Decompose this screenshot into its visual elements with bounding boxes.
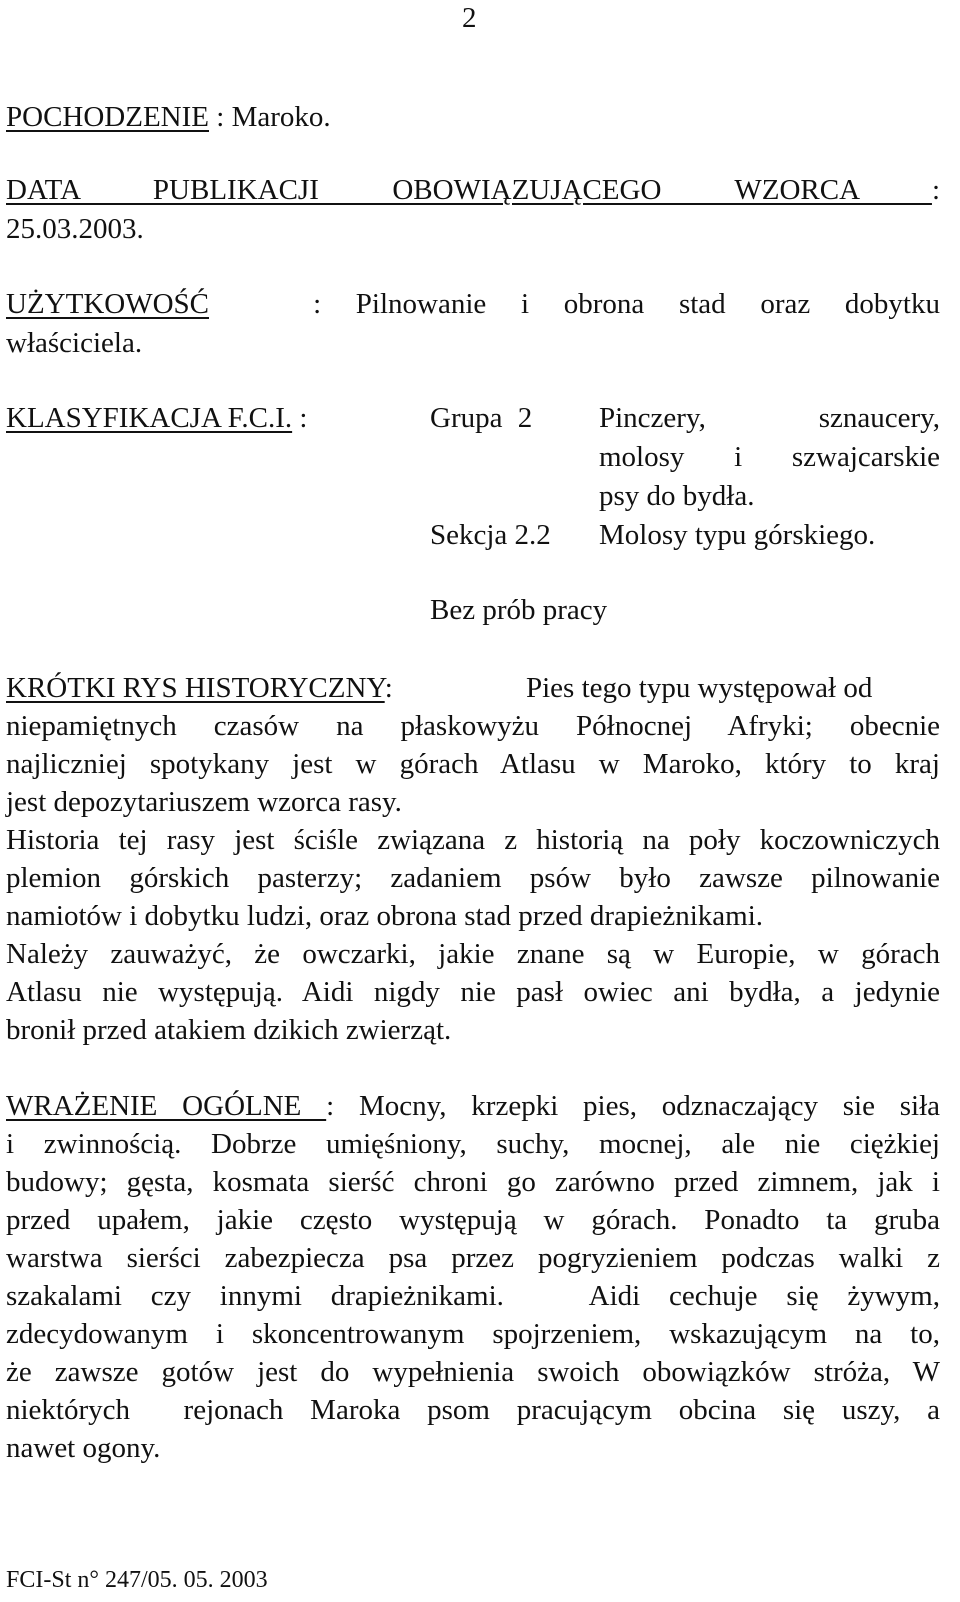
origin-value: Maroko. [231, 101, 331, 133]
impression-line-1 [6, 1092, 940, 1121]
impression-line-2: i zwinnością. Dobrze umięśniony, suchy, mocnej, ale nie ciężkiej [6, 1128, 940, 1160]
utility-value-line2: właściciela. [6, 327, 143, 359]
group-label: Grupa 2 [430, 402, 533, 434]
group-line3: psy do bydła. [599, 480, 755, 512]
group-line2: molosy i szwajcarskie [599, 441, 940, 473]
footer-standard-number: FCI-St n° 247/05. 05. 2003 [6, 1567, 268, 1593]
group-line1-a: Pinczery, [599, 402, 706, 434]
history-line-9: Atlasu nie występują. Aidi nigdy nie pasł owiec ani bydła, a jedynie [6, 976, 940, 1008]
impression-line-4: przed upałem, jakie często występują w górach. Ponadto ta gruba [6, 1204, 940, 1236]
history-line-3: najliczniej spotykany jest w górach Atlasu w Maroko, który to kraj [6, 748, 940, 780]
impression-line-10: nawet ogony. [6, 1432, 161, 1464]
impression-label: WRAŻENIE OGÓLNE [6, 1090, 327, 1122]
impression-line-7: zdecydowanym i skoncentrowanym spojrzeniem, wskazującym na to, [6, 1318, 940, 1350]
classification-sep: : [299, 402, 308, 434]
history-line-4: jest depozytariuszem wzorca rasy. [6, 786, 402, 818]
origin-line [6, 103, 331, 132]
origin-label: POCHODZENIE [6, 101, 209, 133]
history-line-8: Należy zauważyć, że owczarki, jakie znane są w Europie, w górach [6, 938, 940, 970]
group-line1 [599, 404, 940, 433]
publication-line [6, 176, 940, 205]
impression-line-6: szakalami czy innymi drapieżnikami. Aidi cechuje się żywym, [6, 1280, 940, 1312]
classification-label-line [6, 404, 307, 433]
section-value: Molosy typu górskiego. [599, 519, 876, 551]
page-number: 2 [462, 2, 477, 34]
impression-line-3: budowy; gęsta, kosmata sierść chroni go zarówno przed zimnem, jak i [6, 1166, 940, 1198]
history-label: KRÓTKI RYS HISTORYCZNY [6, 672, 385, 704]
classification-label: KLASYFIKACJA F.C.I. [6, 402, 293, 434]
impression-line-5: warstwa sierści zabezpiecza psa przez pogryzieniem podczas walki z [6, 1242, 940, 1274]
impression-line1-rest: : Mocny, krzepki pies, odznaczający sie siła [326, 1090, 940, 1122]
history-line-1: Pies tego typu występował od [526, 672, 873, 704]
section-label: Sekcja 2.2 [430, 519, 551, 551]
history-line-10: bronił przed atakiem dzikich zwierząt. [6, 1014, 452, 1046]
history-line-7: namiotów i dobytku ludzi, oraz obrona stad przed drapieżnikami. [6, 900, 764, 932]
work-trial: Bez prób pracy [430, 594, 608, 626]
group-line1-b: sznaucery, [818, 402, 940, 434]
utility-label: UŻYTKOWOŚĆ [6, 288, 209, 320]
publication-label: DATA PUBLIKACJI OBOWIĄZUJĄCEGO WZORCA [6, 174, 932, 206]
history-line-2: niepamiętnych czasów na płaskowyżu Północnej Afryki; obecnie [6, 710, 940, 742]
history-line-5: Historia tej rasy jest ściśle związana z historią na poły koczowniczych [6, 824, 940, 856]
utility-value-line1: : Pilnowanie i obrona stad oraz dobytku [313, 288, 940, 320]
history-line-6: plemion górskich pasterzy; zadaniem psów było zawsze pilnowanie [6, 862, 940, 894]
publication-value: 25.03.2003. [6, 213, 144, 245]
history-colon: : [384, 672, 393, 704]
publication-sep: : [931, 174, 940, 206]
utility-line [6, 290, 940, 319]
impression-line-9: niektórych rejonach Maroka psom pracującym obcina się uszy, a [6, 1394, 940, 1426]
impression-line-8: że zawsze gotów jest do wypełnienia swoich obowiązków stróża, W [6, 1356, 940, 1388]
origin-sep: : [209, 101, 232, 133]
history-label-line [6, 674, 393, 703]
